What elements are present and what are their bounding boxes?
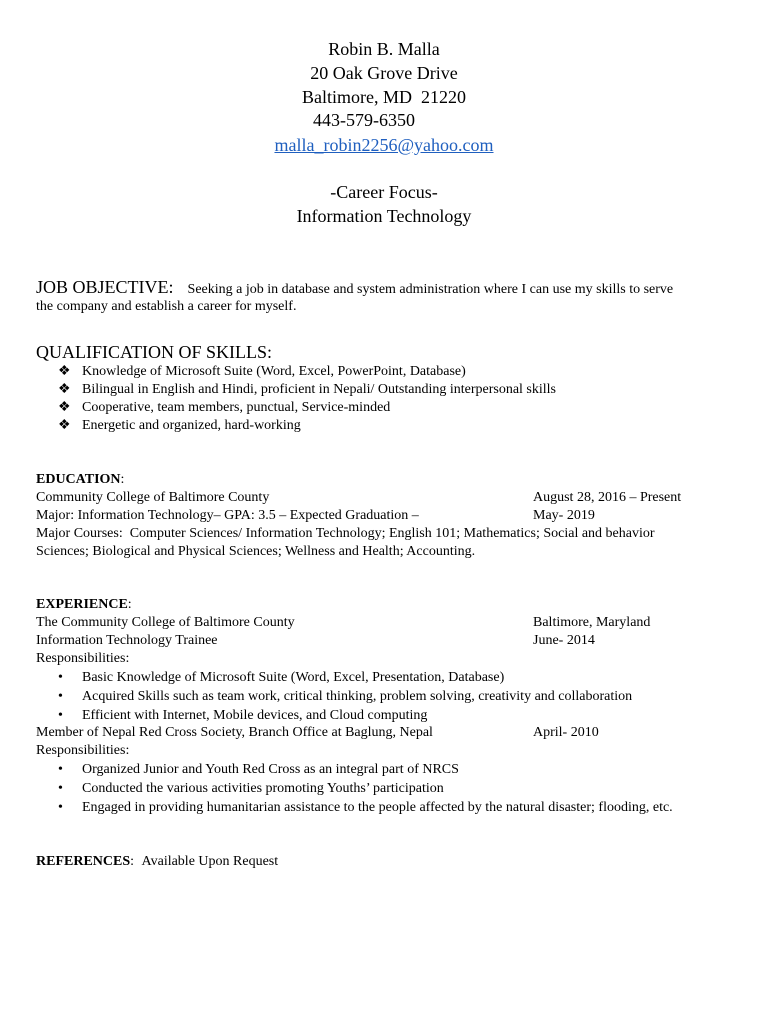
references-text: Available Upon Request (141, 854, 279, 869)
bullet-icon: • (58, 689, 63, 704)
job2-date: April- 2010 (533, 725, 599, 740)
list-item: • Conducted the various activities promoting Youths’ participation (58, 781, 444, 796)
education-courses-1: Major Courses: Computer Sciences/ Information Technology; English 101; Mathematics; Social and behavior (36, 526, 655, 541)
email-row (0, 133, 768, 157)
skill-item: ❖ Energetic and organized, hard-working (58, 418, 301, 433)
list-item: • Acquired Skills such as team work, critical thinking, problem solving, creativity and collaboration (58, 689, 633, 704)
objective-text-2: the company and establish a career for myself. (36, 299, 297, 314)
diamond-bullet-icon: ❖ (58, 400, 71, 415)
skill-item: ❖ Cooperative, team members, punctual, Service-minded (58, 400, 391, 415)
job2-responsibilities-list (58, 761, 748, 817)
education-dates: August 28, 2016 – Present (533, 490, 682, 505)
bullet-icon: • (58, 800, 63, 815)
bullet-icon: • (58, 781, 63, 796)
experience-heading: EXPERIENCE (36, 597, 128, 612)
education-school: Community College of Baltimore County (36, 490, 270, 505)
bullet-icon: • (58, 670, 63, 685)
job2-organization: Member of Nepal Red Cross Society, Branch Office at Baglung, Nepal (36, 725, 433, 740)
skill-item: ❖ Knowledge of Microsoft Suite (Word, Excel, PowerPoint, Database) (58, 364, 466, 379)
education-heading-row: EDUCATION: (36, 472, 125, 487)
street-address: 20 Oak Grove Drive (310, 63, 458, 83)
email-link[interactable]: malla_robin2256@yahoo.com (274, 135, 494, 155)
job1-location: Baltimore, Maryland (533, 615, 651, 630)
objective-text-1: Seeking a job in database and system administration where I can use my skills to serve (187, 282, 674, 297)
job1-organization: The Community College of Baltimore County (36, 615, 295, 630)
job1-responsibilities-label: Responsibilities: (36, 651, 130, 666)
education-major: Major: Information Technology– GPA: 3.5 – Expected Graduation – (36, 508, 419, 523)
objective-line-1: JOB OBJECTIVE: Seeking a job in database and system administration where I can use my skills to serve (36, 277, 674, 297)
diamond-bullet-icon: ❖ (58, 382, 71, 397)
list-item: • Organized Junior and Youth Red Cross as an integral part of NRCS (58, 762, 459, 777)
references-heading: REFERENCES (36, 854, 131, 869)
diamond-bullet-icon: ❖ (58, 418, 71, 433)
list-item: • Basic Knowledge of Microsoft Suite (Word, Excel, Presentation, Database) (58, 670, 505, 685)
skills-list (58, 363, 738, 435)
list-item: • Engaged in providing humanitarian assistance to the people affected by the natural disaster; flooding, etc. (58, 800, 673, 815)
list-item: • Efficient with Internet, Mobile devices, and Cloud computing (58, 708, 428, 723)
diamond-bullet-icon: ❖ (58, 364, 71, 379)
education-courses-2: Sciences; Biological and Physical Sciences; Wellness and Health; Accounting. (36, 544, 476, 559)
education-graduation: May- 2019 (533, 508, 595, 523)
job1-responsibilities-list (58, 669, 748, 725)
skills-heading-row: QUALIFICATION OF SKILLS: (36, 342, 273, 362)
references-row: REFERENCES: Available Upon Request (36, 854, 279, 869)
education-heading: EDUCATION (36, 472, 121, 487)
applicant-name: Robin B. Malla (328, 39, 440, 59)
skills-heading: QUALIFICATION OF SKILLS (36, 342, 268, 362)
skill-item: ❖ Bilingual in English and Hindi, proficient in Nepali/ Outstanding interpersonal skills (58, 382, 556, 397)
career-focus-label: -Career Focus- (330, 182, 438, 202)
career-focus-value: Information Technology (296, 206, 472, 226)
bullet-icon: • (58, 708, 63, 723)
job1-title: Information Technology Trainee (36, 633, 218, 648)
experience-heading-row: EXPERIENCE: (36, 597, 132, 612)
job1-date: June- 2014 (533, 633, 595, 648)
phone-number: 443-579-6350 (313, 110, 415, 130)
job2-responsibilities-label: Responsibilities: (36, 743, 130, 758)
bullet-icon: • (58, 762, 63, 777)
objective-heading: JOB OBJECTIVE (36, 277, 169, 297)
city-state-zip: Baltimore, MD 21220 (302, 87, 466, 107)
